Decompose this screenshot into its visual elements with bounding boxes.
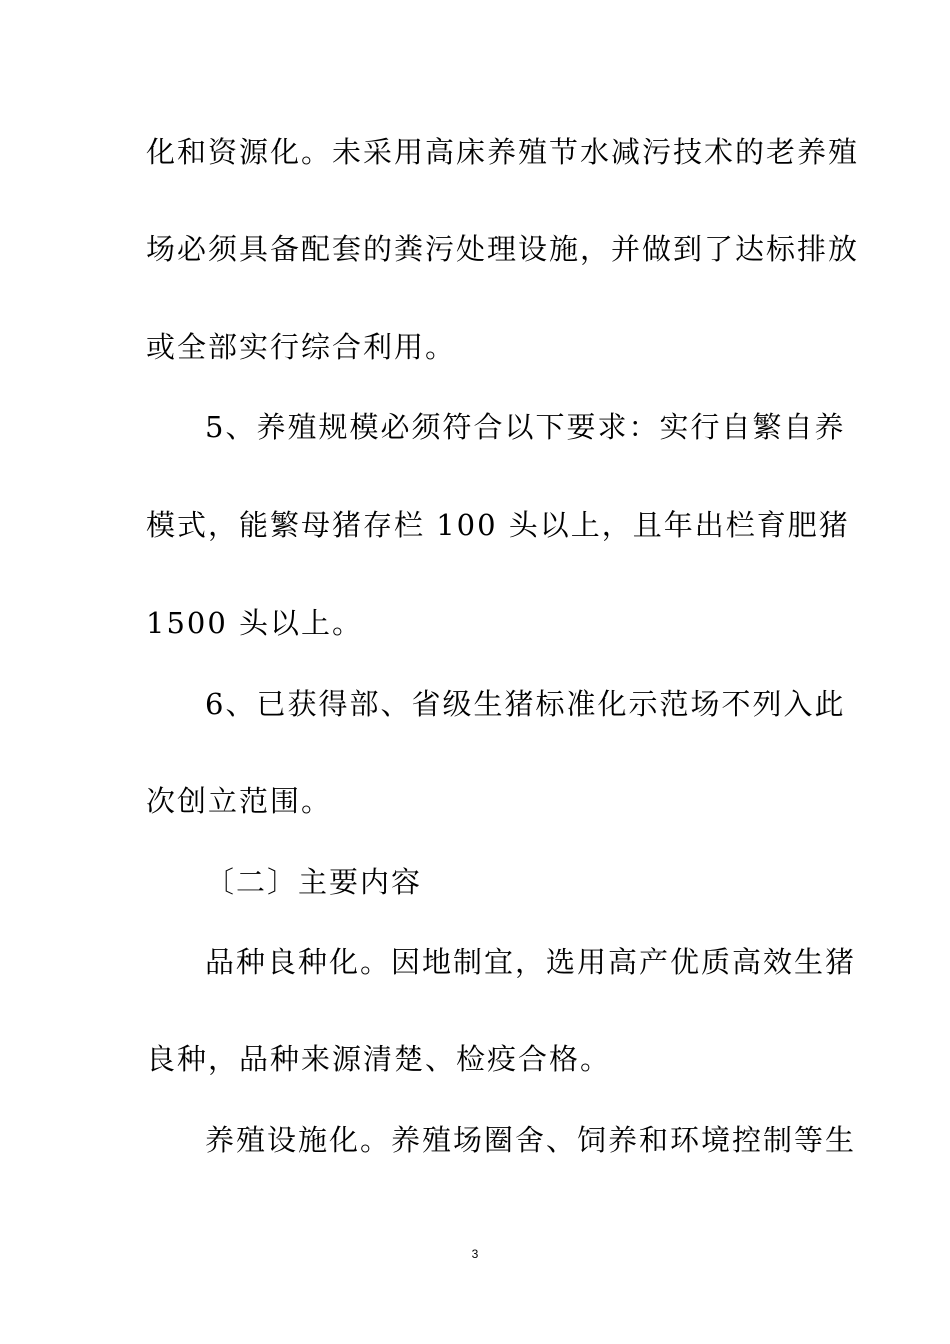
paragraph-line: 6、已获得部、省级生猪标准化示范场不列入此 xyxy=(205,687,846,721)
text-line: 化和资源化。未采用高床养殖节水减污技术的老养殖 xyxy=(146,135,860,169)
page-number: 3 xyxy=(471,1247,479,1261)
text-line: 场必须具备配套的粪污处理设施，并做到了达标排放 xyxy=(146,232,860,266)
paragraph-line: 5、养殖规模必须符合以下要求：实行自繁自养 xyxy=(205,410,846,444)
section-heading: 〔二〕主要内容 xyxy=(205,865,423,899)
text-line: 1500 头以上。 xyxy=(146,606,364,640)
text-line: 次创立范围。 xyxy=(146,784,333,818)
paragraph-line: 养殖设施化。养殖场圈舍、饲养和环境控制等生 xyxy=(205,1123,857,1157)
text-line: 或全部实行综合利用。 xyxy=(146,330,457,364)
paragraph-line: 品种良种化。因地制宜，选用高产优质高效生猪 xyxy=(205,945,857,979)
text-line: 良种，品种来源清楚、检疫合格。 xyxy=(146,1042,612,1076)
text-line: 模式，能繁母猪存栏 100 头以上，且年出栏育肥猪 xyxy=(146,508,850,542)
